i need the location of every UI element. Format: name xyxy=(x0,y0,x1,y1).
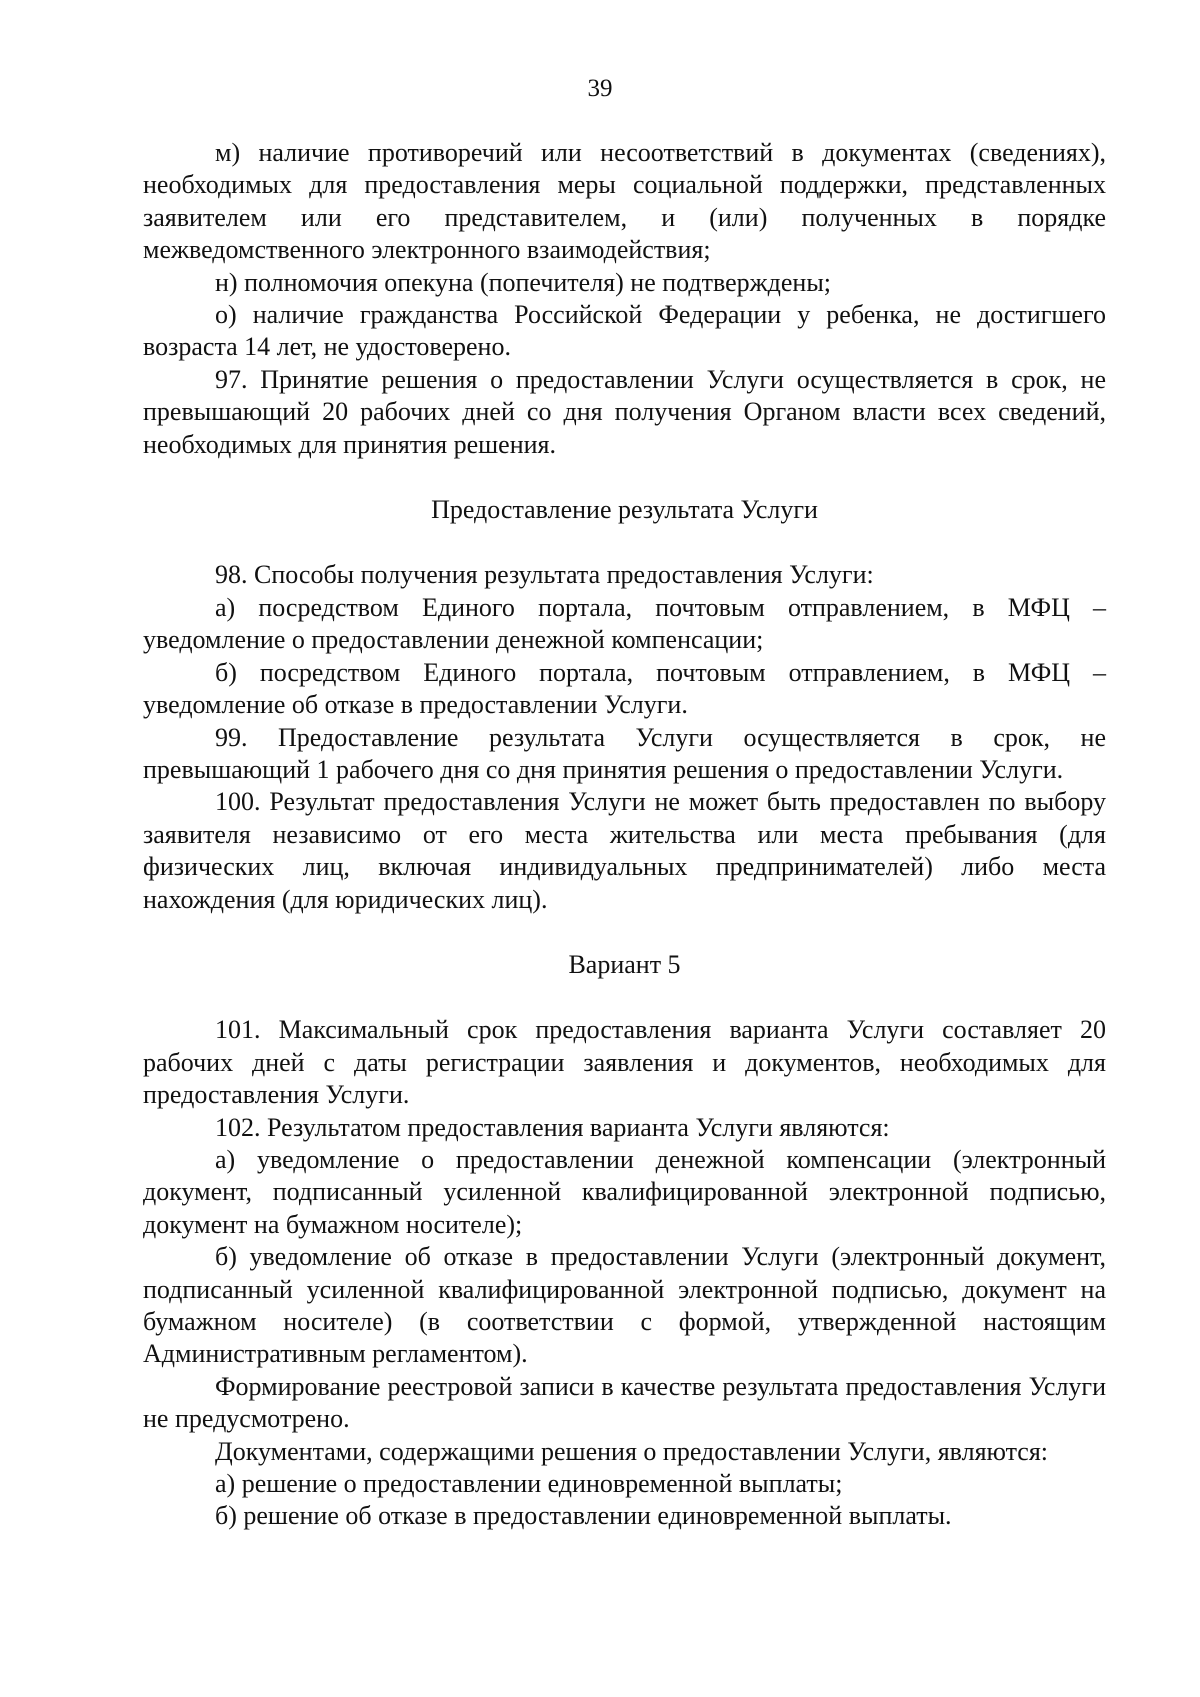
paragraph-n: н) полномочия опекуна (попечителя) не подтверждены; xyxy=(215,267,832,297)
section-heading-result: Предоставление результата Услуги xyxy=(431,495,818,525)
paragraph-100: 100. Результат предоставления Услуги не может быть предоставлен по выбору заявителя независимо от его места жительства или места пребывания (для физических лиц, включая индивидуальных предпринимателей) либо места нахождения (для юридических лиц). xyxy=(143,787,1106,914)
paragraph-99: 99. Предоставление результата Услуги осуществляется в срок, не превышающий 1 рабочего дня со дня принятия решения о предоставлении Услуги. xyxy=(143,722,1106,784)
paragraph-101: 101. Максимальный срок предоставления варианта Услуги составляет 20 рабочих дней с даты регистрации заявления и документов, необходимых для предоставления Услуги. xyxy=(143,1015,1106,1110)
paragraph-documents: Документами, содержащими решения о предоставлении Услуги, являются: xyxy=(215,1436,1049,1466)
page-number: 39 xyxy=(587,75,613,102)
paragraph-98: 98. Способы получения результата предоставления Услуги: xyxy=(215,560,874,590)
paragraph-98-b: б) посредством Единого портала, почтовым отправлением, в МФЦ – уведомление об отказе в предоставлении Услуги. xyxy=(143,657,1106,720)
paragraph-102-a: а) уведомление о предоставлении денежной компенсации (электронный документ, подписанный усиленной квалифицированной электронной подписью, документ на бумажном носителе); xyxy=(143,1144,1106,1239)
paragraph-o: о) наличие гражданства Российской Федерации у ребенка, не достигшего возраста 14 лет, не удостоверено. xyxy=(143,300,1106,362)
paragraph-m: м) наличие противоречий или несоответствий в документах (сведениях), необходимых для предоставления меры социальной поддержки, представленных заявителем или его представителем, и (или) полученных в порядке межведомственного электронного взаимодействия; xyxy=(143,138,1106,265)
paragraph-documents-a: а) решение о предоставлении единовременной выплаты; xyxy=(215,1469,843,1499)
paragraph-documents-b: б) решение об отказе в предоставлении единовременной выплаты. xyxy=(215,1501,952,1531)
paragraph-102-b: б) уведомление об отказе в предоставлении Услуги (электронный документ, подписанный усиленной квалифицированной электронной подписью, документ на бумажном носителе) (в соответствии с формой, утвержденной настоящим Административным регламентом). xyxy=(143,1242,1106,1369)
paragraph-97: 97. Принятие решения о предоставлении Услуги осуществляется в срок, не превышающий 20 рабочих дней со дня получения Органом власти всех сведений, необходимых для принятия решения. xyxy=(143,364,1106,459)
paragraph-102: 102. Результатом предоставления варианта Услуги являются: xyxy=(215,1112,890,1142)
paragraph-98-a: а) посредством Единого портала, почтовым отправлением, в МФЦ – уведомление о предоставлении денежной компенсации; xyxy=(143,592,1106,655)
section-heading-variant: Вариант 5 xyxy=(568,949,681,979)
paragraph-registry: Формирование реестровой записи в качестве результата предоставления Услуги не предусмотрено. xyxy=(143,1371,1106,1434)
document-body xyxy=(143,137,1106,1533)
